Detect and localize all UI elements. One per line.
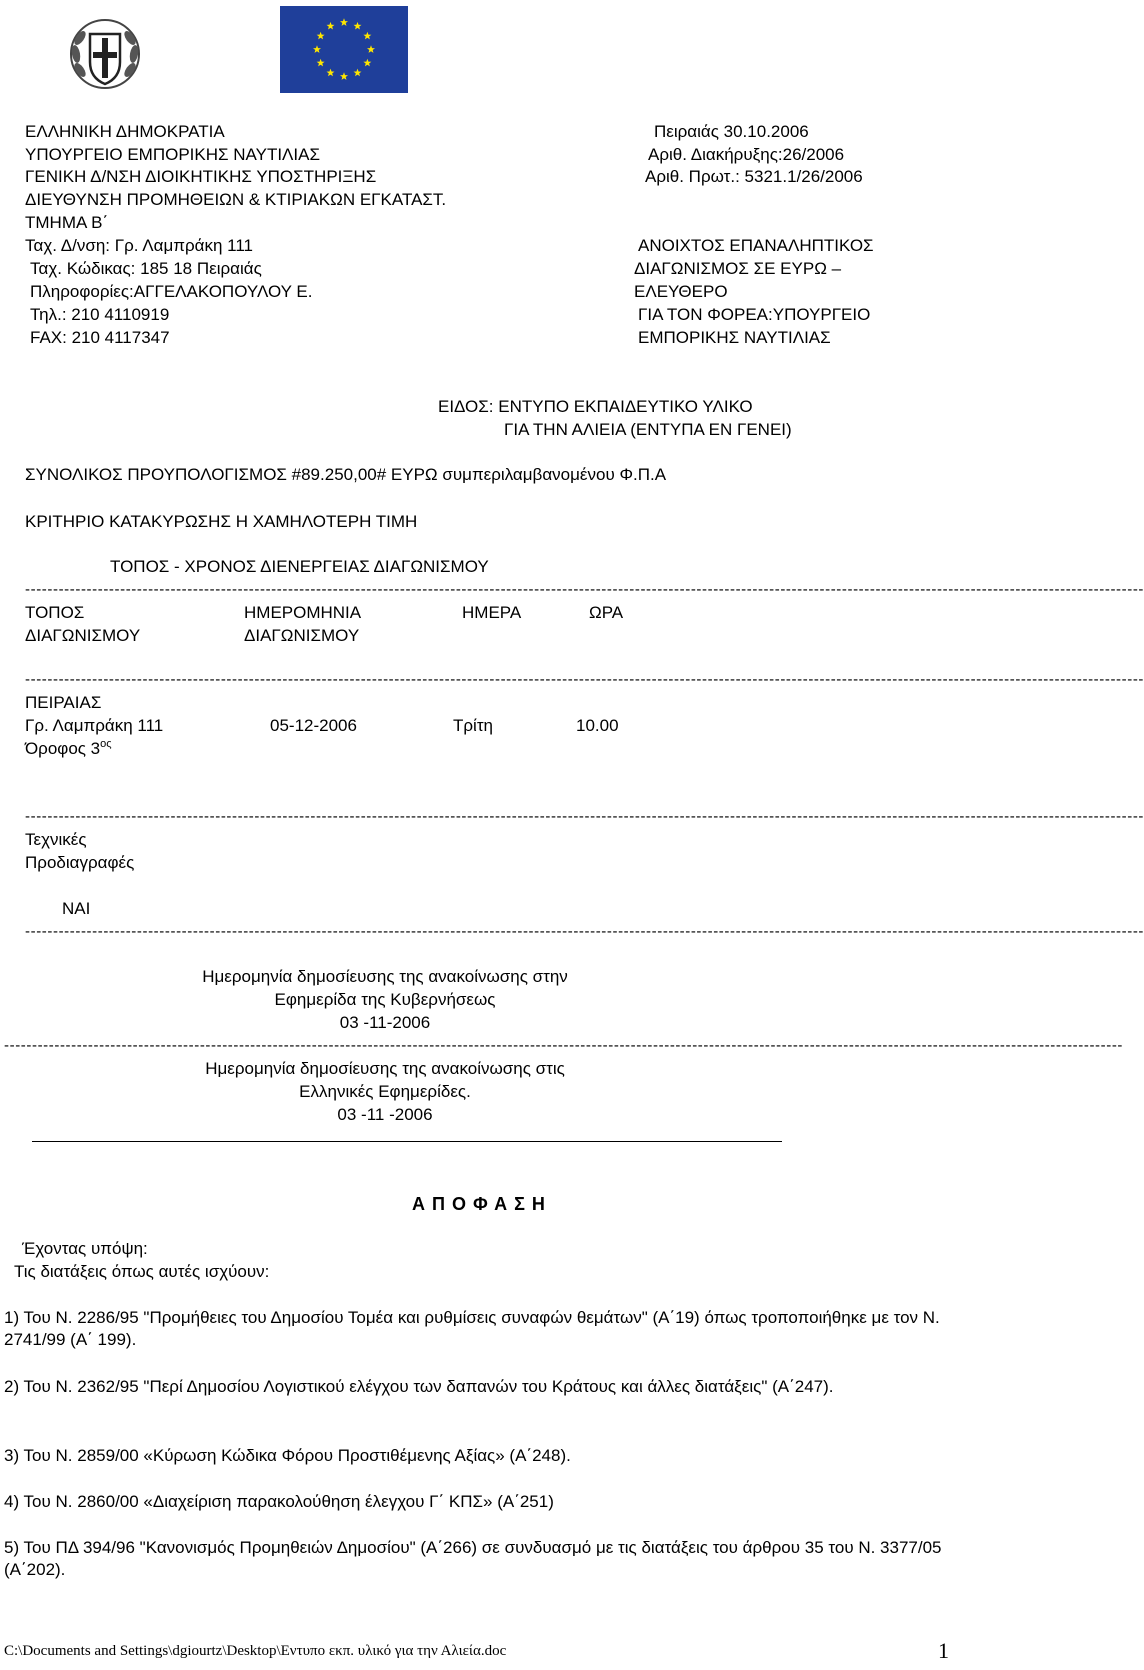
tender-place: ΠΕΙΡΑΙΑΣ (25, 693, 102, 712)
legal-item: 2) Του Ν. 2362/95 "Περί Δημοσίου Λογιστικού ελέγχου των δαπανών του Κράτους και άλλες διατάξεις" (Α΄247). (4, 1377, 834, 1396)
eu-flag-icon (280, 6, 408, 93)
sender-line: ΤΜΗΜΑ Β΄ (25, 213, 109, 232)
specs-label: Προδιαγραφές (25, 853, 135, 872)
decision-title: Α Π Ο Φ Α Σ Η (412, 1194, 546, 1214)
sender-line: ΕΛΛΗΝΙΚΗ ΔΗΜΟΚΡΑΤΙΑ (25, 122, 225, 141)
tender-floor (25, 738, 112, 760)
publication-gazette-line: Εφημερίδα της Κυβερνήσεως (274, 990, 496, 1009)
sender-line: Ταχ. Δ/νση: Γρ. Λαμπράκη 111 (25, 236, 254, 255)
col-day-header: ΗΜΕΡΑ (462, 603, 522, 622)
divider: -------------------------------------------------------------------------------------------------------------------------------------------------------------------------------------------------------- (4, 1037, 1124, 1054)
subject-line: ΓΙΑ ΤΗΝ ΑΛΙΕΙΑ (ΕΝΤΥΠΑ ΕΝ ΓΕΝΕΙ) (504, 420, 792, 439)
tender-type-line: ΔΙΑΓΩΝΙΣΜΟΣ ΣΕ ΕΥΡΩ – (634, 259, 842, 278)
tender-place: Γρ. Λαμπράκη 111 (25, 716, 164, 735)
col-place-header: ΤΟΠΟΣ (25, 603, 85, 622)
legal-item: 4) Του Ν. 2860/00 «Διαχείριση παρακολούθηση έλεγχου Γ΄ ΚΠΣ» (Α΄251) (4, 1492, 554, 1511)
tender-type-line: ΓΙΑ ΤΟΝ ΦΟΡΕΑ:ΥΠΟΥΡΓΕΙΟ (638, 305, 871, 324)
separator-rule (32, 1141, 782, 1142)
sender-line: Τηλ.: 210 4110919 (30, 305, 170, 324)
schedule-heading: ΤΟΠΟΣ - ΧΡΟΝΟΣ ΔΙΕΝΕΡΓΕΙΑΣ ΔΙΑΓΩΝΙΣΜΟΥ (110, 557, 489, 576)
considering-text: Έχοντας υπόψη: (22, 1239, 148, 1258)
specs-label: Τεχνικές (25, 830, 87, 849)
publication-press-line: Ημερομηνία δημοσίευσης της ανακοίνωσης στις (205, 1059, 565, 1078)
col-date-header: ΗΜΕΡΟΜΗΝΙΑ (244, 603, 362, 622)
provisions-text: Τις διατάξεις όπως αυτές ισχύουν: (14, 1262, 270, 1281)
announcement-number: Αριθ. Διακήρυξης:26/2006 (648, 145, 845, 164)
publication-press-line: Ελληνικές Εφημερίδες. (299, 1082, 471, 1101)
specs-value: ΝΑΙ (62, 899, 91, 918)
divider: -------------------------------------------------------------------------------------------------------------------------------------------------------------------------------------------------------- (25, 671, 1144, 688)
divider: -------------------------------------------------------------------------------------------------------------------------------------------------------------------------------------------------------- (25, 808, 1144, 825)
legal-item: 1) Του Ν. 2286/95 "Προμήθειες του Δημοσίου Τομέα και ρυθμίσεις συναφών θεμάτων" (Α΄19) όπως τροποποιήθηκε με τον Ν. 2741/99 (Α΄ 199). (4, 1308, 940, 1349)
publication-gazette-date: 03 -11-2006 (339, 1013, 431, 1032)
sender-line: ΥΠΟΥΡΓΕΙΟ ΕΜΠΟΡΙΚΗΣ ΝΑΥΤΙΛΙΑΣ (25, 145, 320, 164)
tender-day: Τρίτη (453, 716, 494, 735)
divider: -------------------------------------------------------------------------------------------------------------------------------------------------------------------------------------------------------- (25, 581, 1144, 598)
budget-text: ΣΥΝΟΛΙΚΟΣ ΠΡΟΥΠΟΛΟΓΙΣΜΟΣ #89.250,00# ΕΥΡΩ συμπεριλαμβανομένου Φ.Π.Α (25, 465, 667, 484)
sender-line: ΓΕΝΙΚΗ Δ/ΝΣΗ ΔΙΟΙΚΗΤΙΚΗΣ ΥΠΟΣΤΗΡΙΞΗΣ (25, 167, 377, 186)
floor-superscript: ος (100, 738, 112, 750)
publication-press-date: 03 -11 -2006 (337, 1105, 433, 1124)
sender-line: Πληροφορίες:ΑΓΓΕΛΑΚΟΠΟΥΛΟΥ Ε. (30, 282, 313, 301)
legal-item: 5) Του ΠΔ 394/96 "Κανονισμός Προμηθειών Δημοσίου" (Α΄266) σε συνδυασμό με τις διατάξεις του άρθρου 35 του Ν. 3377/05 (Α΄202). (4, 1538, 942, 1579)
tender-type-line: ΑΝΟΙΧΤΟΣ ΕΠΑΝΑΛΗΠΤΙΚΟΣ (638, 236, 874, 255)
sender-line: FAX: 210 4117347 (30, 328, 170, 347)
tender-date: 05-12-2006 (270, 716, 357, 735)
floor-text: Όροφος 3 (25, 739, 101, 758)
divider: -------------------------------------------------------------------------------------------------------------------------------------------------------------------------------------------------------- (25, 923, 1144, 940)
publication-gazette-line: Ημερομηνία δημοσίευσης της ανακοίνωσης στην (202, 967, 568, 986)
col-place-header: ΔΙΑΓΩΝΙΣΜΟΥ (25, 626, 141, 645)
tender-time: 10.00 (576, 716, 619, 735)
col-date-header: ΔΙΑΓΩΝΙΣΜΟΥ (244, 626, 360, 645)
protocol-number: Αριθ. Πρωτ.: 5321.1/26/2006 (645, 167, 863, 186)
award-criterion: ΚΡΙΤΗΡΙΟ ΚΑΤΑΚΥΡΩΣΗΣ Η ΧΑΜΗΛΟΤΕΡΗ ΤΙΜΗ (25, 512, 418, 531)
tender-type-line: ΕΛΕΥΘΕΡΟ (634, 282, 728, 301)
col-time-header: ΩΡΑ (589, 603, 624, 622)
sender-line: ΔΙΕΥΘΥΝΣΗ ΠΡΟΜΗΘΕΙΩΝ & ΚΤΙΡΙΑΚΩΝ ΕΓΚΑΤΑΣΤ. (25, 190, 447, 209)
sender-line: Ταχ. Κώδικας: 185 18 Πειραιάς (30, 259, 262, 278)
tender-type-line: ΕΜΠΟΡΙΚΗΣ ΝΑΥΤΙΛΙΑΣ (638, 328, 831, 347)
greek-coat-of-arms-icon (64, 12, 146, 96)
document-date: Πειραιάς 30.10.2006 (654, 122, 809, 141)
subject-line: ΕΙΔΟΣ: ΕΝΤΥΠΟ ΕΚΠΑΙΔΕΥΤΙΚΟ ΥΛΙΚΟ (438, 397, 753, 416)
page-number: 1 (938, 1638, 949, 1663)
footer-file-path: C:\Documents and Settings\dgiourtz\Desktop\Εντυπο εκπ. υλικό για την Αλιεία.doc (4, 1643, 507, 1659)
legal-item: 3) Του Ν. 2859/00 «Κύρωση Κώδικα Φόρου Προστιθέμενης Αξίας» (Α΄248). (4, 1446, 571, 1465)
